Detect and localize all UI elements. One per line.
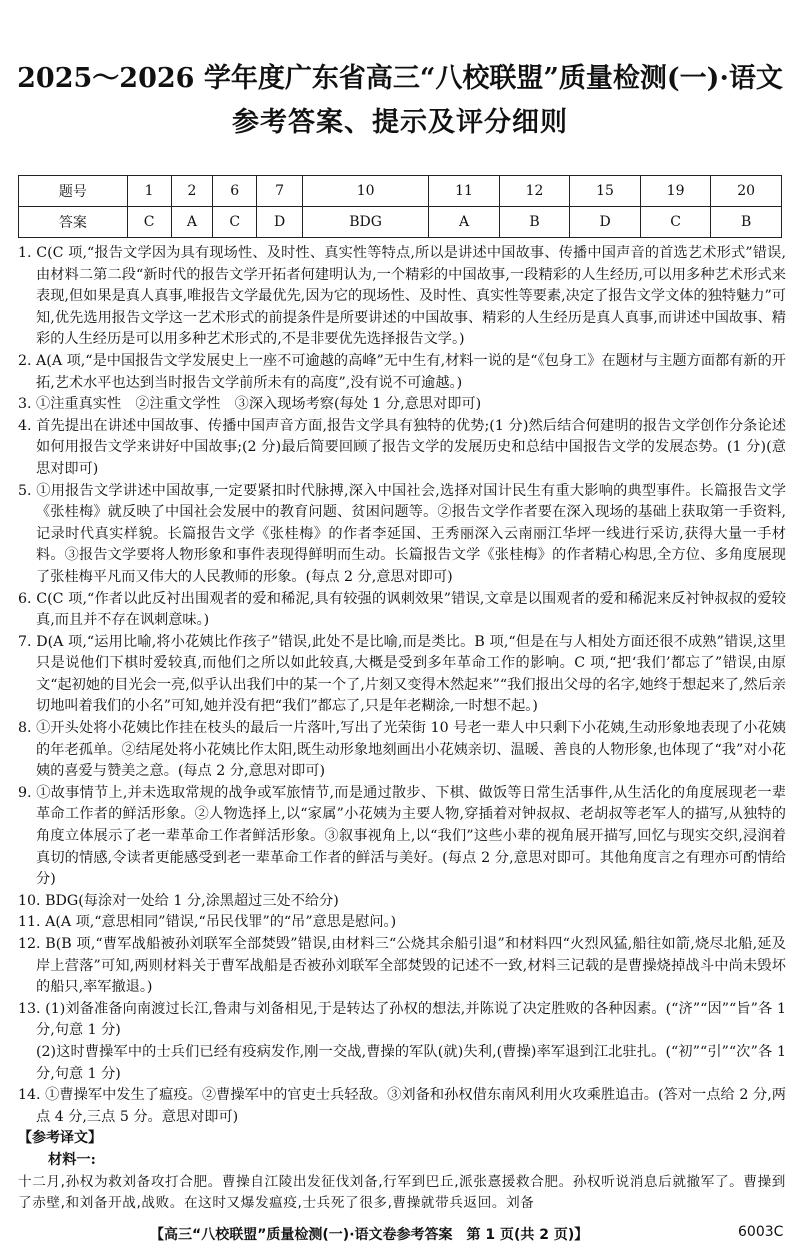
- answer-item-7: 7. D(A 项,“运用比喻,将小花姨比作孩子”错误,此处不是比喻,而是类比。B 项,“但是在与人相处方面还很不成熟”错误,这里只是说他们下棋时爱较真,而他们之所以如此较真,大概是受到多年革命工作的影响。C 项,“把‘我们’都忘了”错误,由原文“起初她的目光会一亮,似乎认出我们中的某一个了,片刻又变得木然起来”“我们报出父母的名字,她终于想起来了,然后亲切地叫着我们的小名”可知,她并没有把“我们”都忘了,只是年老糊涂,一时想不起。): [18, 633, 786, 715]
- answer-item-12: 12. B(B 项,“曹军战船被孙刘联军全部焚毁”错误,由材料三“公烧其余船引退”和材料四“火烈风猛,船往如箭,烧尽北船,延及岸上营落”可知,两则材料关于曹军战船是否被孙刘联军全部焚毁的记述不一致,材料三记载的是曹操烧掉战斗中尚未毁坏的船只,率军撤退。): [18, 936, 786, 996]
- answer-cell: C: [640, 207, 711, 238]
- question-number: 12: [499, 176, 570, 207]
- footer-code: 6003C: [738, 1224, 784, 1240]
- question-number: 15: [570, 176, 641, 207]
- answer-item-1: 1. C(C 项,“报告文学因为具有现场性、及时性、真实性等特点,所以是讲述中国故事、传播中国声音的首选艺术形式”错误,由材料二第二段“新时代的报告文学开拓者何建明认为,一个精彩的中国故事,一段精彩的人生经历,可以用多种艺术形式来表现,但如果是真人真事,唯报告文学最优先,因为它的现场性、及时性、真实性等要素,决定了报告文学文体的独特魅力”可知,优先选用报告文学这一艺术形式的前提条件是所要讲述的中国故事、精彩的人生经历是真人真事,而讲述中国故事、精彩的人生经历是可以用多种艺术形式的,不是非要优先选择报告文学。): [18, 245, 786, 348]
- question-number: 6: [213, 176, 257, 207]
- page-title: 2025～2026 学年度广东省高三“八校联盟”质量检测(一)·语文: [17, 63, 783, 94]
- answer-cell: D: [257, 207, 303, 238]
- question-number: 10: [302, 176, 428, 207]
- answer-cell: A: [429, 207, 500, 238]
- question-number: 19: [640, 176, 711, 207]
- answer-item-10: 10. BDG(每涂对一处给 1 分,涂黑超过三处不给分): [18, 892, 339, 909]
- answer-item-9: 9. ①故事情节上,并未选取常规的战争或军旅情节,而是通过散步、下棋、做饭等日常生活事件,从生活化的角度展现老一辈革命工作者的鲜活形象。②人物选择上,以“家属”小花姨为主要人物,穿插着对钟叔叔、老胡叔等老军人的描写,从独特的角度立体展示了老一辈革命工作者鲜活形象。③叙事视角上,以“我们”这些小辈的视角展开描写,回忆与现实交织,浸润着真切的情感,令读者更能感受到老一辈革命工作者的鲜活与美好。(每点 2 分,意思对即可。其他角度言之有理亦可酌情给分): [18, 784, 786, 888]
- answer-cell: BDG: [302, 207, 428, 238]
- answer-cell: D: [570, 207, 641, 238]
- answer-table: [18, 175, 782, 238]
- answer-item-13-1: 13. (1)刘备准备向南渡过长江,鲁肃与刘备相见,于是转达了孙权的想法,并陈说了决定胜败的各种因素。(“济”“因”“旨”各 1 分,句意 1 分): [18, 1000, 786, 1039]
- answer-item-4: 4. 首先提出在讲述中国故事、传播中国声音方面,报告文学具有独特的优势;(1 分)然后结合何建明的报告文学创作分条论述如何用报告文学来讲好中国故事;(2 分)最后简要回顾了报告文学的发展历史和总结中国报告文学的发展态势。(1 分)(意思对即可): [18, 417, 786, 477]
- question-number: 11: [429, 176, 500, 207]
- answer-cell: B: [499, 207, 570, 238]
- answer-table-answer-row: [19, 207, 782, 238]
- answer-item-6: 6. C(C 项,“作者以此反衬出围观者的爱和稀泥,具有较强的讽刺效果”错误,文章是以围观者的爱和稀泥来反衬钟叔叔的爱较真,而且并不存在讽刺意味。): [18, 590, 786, 629]
- question-number: 1: [127, 176, 171, 207]
- row-label-number: 题号: [19, 176, 128, 207]
- page-subtitle: 参考答案、提示及评分细则: [232, 107, 568, 138]
- answer-item-5: 5. ①用报告文学讲述中国故事,一定要紧扣时代脉搏,深入中国社会,选择对国计民生有重大影响的典型事件。长篇报告文学《张桂梅》就反映了中国社会发展中的教育问题、贫困问题等。②报告文学作者要在深入现场的基础上获取第一手资料,记录时代真实样貌。长篇报告文学《张桂梅》的作者李延国、王秀丽深入云南丽江华坪一线进行采访,获得大量一手材料。③报告文学要将人物形象和事件表现得鲜明而生动。长篇报告文学《张桂梅》的作者精心构思,全方位、多角度展现了张桂梅平凡而又伟大的人民教师的形象。(每点 2 分,意思对即可): [18, 482, 786, 585]
- question-number: 2: [171, 176, 213, 207]
- answer-item-3: 3. ①注重真实性 ②注重文学性 ③深入现场考察(每处 1 分,意思对即可): [18, 396, 482, 413]
- answer-cell: A: [171, 207, 213, 238]
- answer-item-2: 2. A(A 项,“是中国报告文学发展史上一座不可逾越的高峰”无中生有,材料一说的是“《包身工》在题材与主题方面都有新的开拓,艺术水平也达到当时报告文学前所未有的高度”,没有说不可逾越。): [18, 352, 786, 391]
- reference-translation-heading: 【参考译文】: [18, 1130, 102, 1147]
- material-label: 材料一:: [48, 1151, 96, 1168]
- answer-cell: B: [711, 207, 782, 238]
- translation-text: 十二月,孙权为救刘备攻打合肥。曹操自江陵出发征伐刘备,行军到巴丘,派张憙援救合肥。孙权听说消息后就撤军了。曹操到了赤壁,和刘备开战,战败。在这时又爆发瘟疫,士兵死了很多,曹操就带兵返回。刘备: [18, 1173, 786, 1212]
- row-label-answer: 答案: [19, 207, 128, 238]
- footer-text: 【高三“八校联盟”质量检测(一)·语文卷参考答案 第 1 页(共 2 页)】: [150, 1227, 589, 1243]
- answer-explanations: [18, 243, 786, 1215]
- answer-table-number-row: [19, 176, 782, 207]
- answer-item-11: 11. A(A 项,“意思相同”错误,“吊民伐罪”的“吊”意思是慰问。): [18, 914, 397, 931]
- question-number: 20: [711, 176, 782, 207]
- answer-item-14: 14. ①曹操军中发生了瘟疫。②曹操军中的官吏士兵轻敌。③刘备和孙权借东南风利用火攻乘胜追击。(答对一点给 2 分,两点 4 分,三点 5 分。意思对即可): [18, 1087, 786, 1125]
- question-number: 7: [257, 176, 303, 207]
- answer-cell: C: [213, 207, 257, 238]
- answer-item-8: 8. ①开头处将小花姨比作挂在枝头的最后一片落叶,写出了光荣街 10 号老一辈人中只剩下小花姨,生动形象地表现了小花姨的年老孤单。②结尾处将小花姨比作太阳,既生动形象地刻画出小花姨亲切、温暖、善良的人物形象,也体现了“我”对小花姨的喜爱与赞美之意。(每点 2 分,意思对即可): [18, 720, 786, 780]
- answer-cell: C: [127, 207, 171, 238]
- answer-item-13-2: (2)这时曹操军中的士兵们已经有疫病发作,刚一交战,曹操的军队(就)失利,(曹操)率军退到江北驻扎。(“初”“引”“次”各 1 分,句意 1 分): [36, 1043, 786, 1082]
